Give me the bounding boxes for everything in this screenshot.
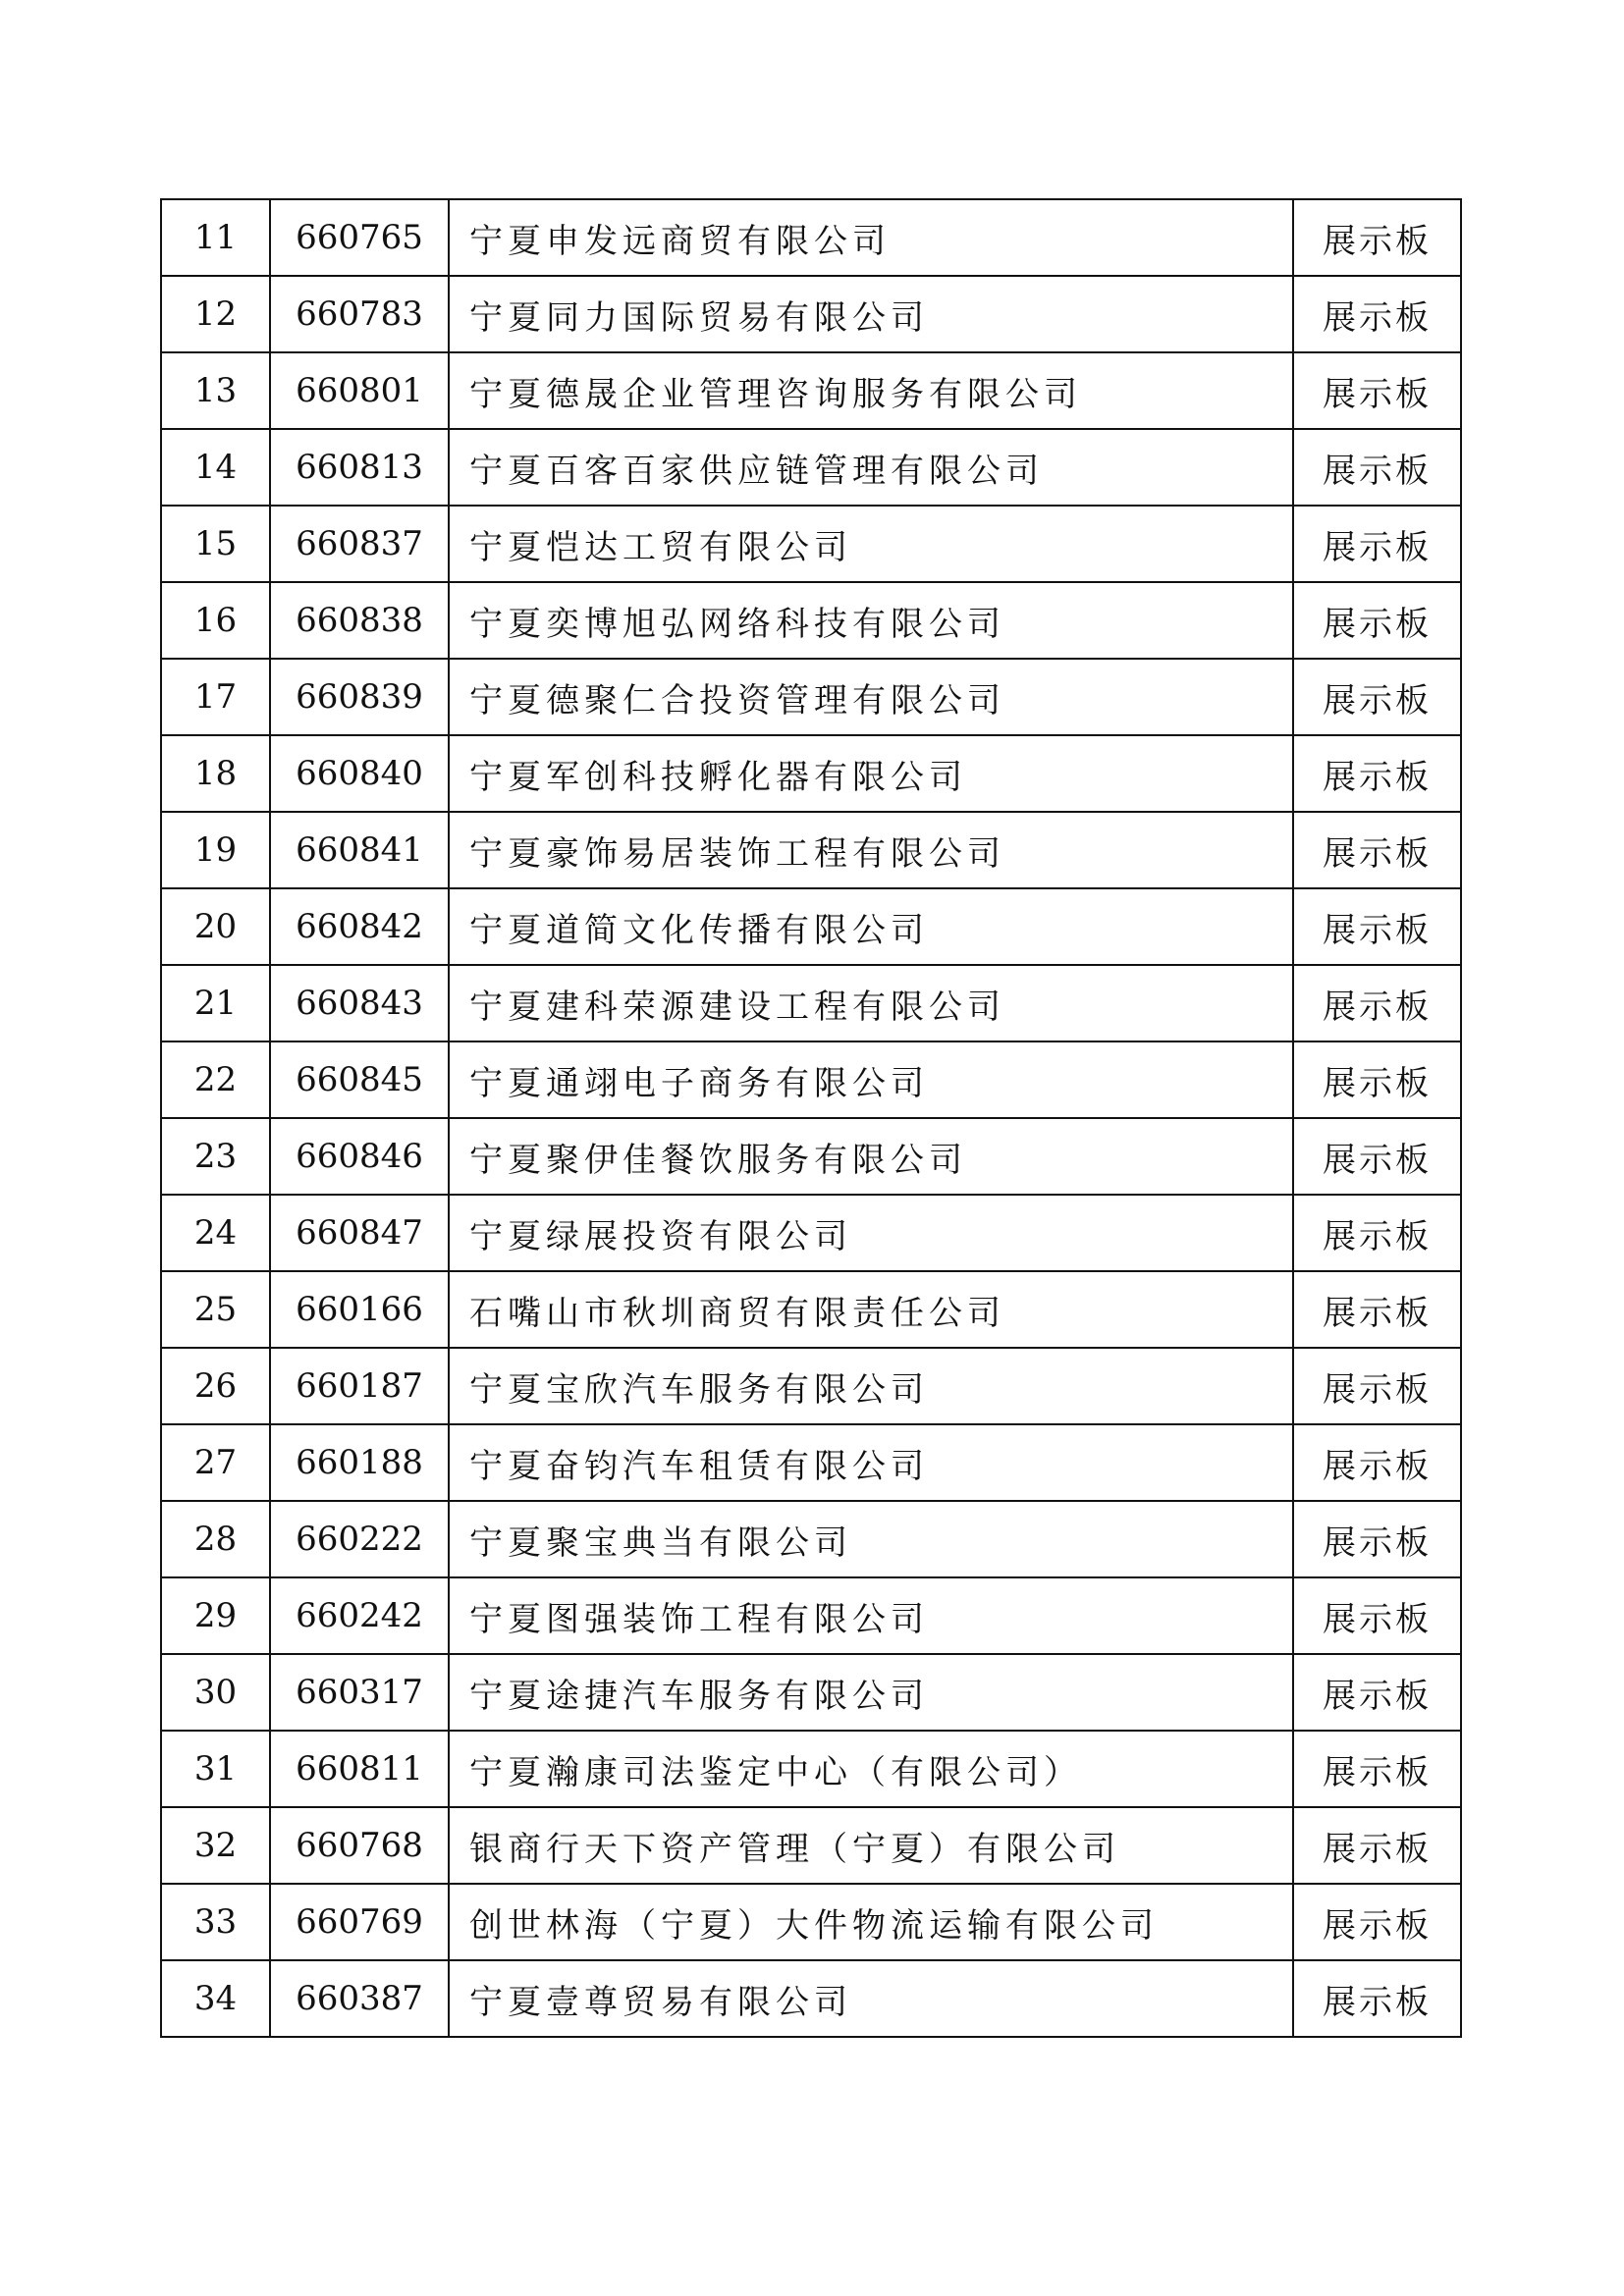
company-name: 宁夏百客百家供应链管理有限公司 — [449, 429, 1293, 506]
row-number: 14 — [161, 429, 270, 506]
item-type: 展示板 — [1293, 1348, 1461, 1424]
table-row — [161, 352, 1461, 429]
table-row — [161, 1424, 1461, 1501]
company-code: 660838 — [270, 582, 449, 659]
company-code: 660837 — [270, 506, 449, 582]
item-type: 展示板 — [1293, 582, 1461, 659]
table-row — [161, 1884, 1461, 1960]
table-row — [161, 888, 1461, 965]
item-type: 展示板 — [1293, 506, 1461, 582]
table-row — [161, 1577, 1461, 1654]
table-row — [161, 276, 1461, 352]
company-name: 宁夏德晟企业管理咨询服务有限公司 — [449, 352, 1293, 429]
table-row — [161, 1807, 1461, 1884]
row-number: 29 — [161, 1577, 270, 1654]
table-row — [161, 1654, 1461, 1731]
table-row — [161, 582, 1461, 659]
table-row — [161, 1195, 1461, 1271]
company-name: 宁夏瀚康司法鉴定中心（有限公司） — [449, 1731, 1293, 1807]
company-name: 宁夏宝欣汽车服务有限公司 — [449, 1348, 1293, 1424]
row-number: 24 — [161, 1195, 270, 1271]
company-code: 660166 — [270, 1271, 449, 1348]
company-code: 660769 — [270, 1884, 449, 1960]
company-code: 660801 — [270, 352, 449, 429]
item-type: 展示板 — [1293, 659, 1461, 735]
company-name: 宁夏通翊电子商务有限公司 — [449, 1041, 1293, 1118]
company-name: 石嘴山市秋圳商贸有限责任公司 — [449, 1271, 1293, 1348]
table-row — [161, 735, 1461, 812]
row-number: 12 — [161, 276, 270, 352]
item-type: 展示板 — [1293, 735, 1461, 812]
company-name: 宁夏图强装饰工程有限公司 — [449, 1577, 1293, 1654]
item-type: 展示板 — [1293, 888, 1461, 965]
company-name: 宁夏途捷汽车服务有限公司 — [449, 1654, 1293, 1731]
company-name: 宁夏恺达工贸有限公司 — [449, 506, 1293, 582]
row-number: 21 — [161, 965, 270, 1041]
company-name: 宁夏道简文化传播有限公司 — [449, 888, 1293, 965]
company-code: 660813 — [270, 429, 449, 506]
company-name: 宁夏奕博旭弘网络科技有限公司 — [449, 582, 1293, 659]
item-type: 展示板 — [1293, 1424, 1461, 1501]
company-code: 660387 — [270, 1960, 449, 2037]
row-number: 23 — [161, 1118, 270, 1195]
table-body — [161, 199, 1461, 2037]
row-number: 22 — [161, 1041, 270, 1118]
table-row — [161, 1501, 1461, 1577]
item-type: 展示板 — [1293, 1654, 1461, 1731]
item-type: 展示板 — [1293, 1271, 1461, 1348]
row-number: 33 — [161, 1884, 270, 1960]
row-number: 28 — [161, 1501, 270, 1577]
table-row — [161, 659, 1461, 735]
item-type: 展示板 — [1293, 965, 1461, 1041]
item-type: 展示板 — [1293, 1195, 1461, 1271]
company-code: 660847 — [270, 1195, 449, 1271]
table-row — [161, 1348, 1461, 1424]
row-number: 31 — [161, 1731, 270, 1807]
item-type: 展示板 — [1293, 812, 1461, 888]
table-row — [161, 1960, 1461, 2037]
item-type: 展示板 — [1293, 199, 1461, 276]
row-number: 27 — [161, 1424, 270, 1501]
item-type: 展示板 — [1293, 1501, 1461, 1577]
company-code: 660765 — [270, 199, 449, 276]
row-number: 32 — [161, 1807, 270, 1884]
company-name: 宁夏同力国际贸易有限公司 — [449, 276, 1293, 352]
row-number: 11 — [161, 199, 270, 276]
company-name: 宁夏聚宝典当有限公司 — [449, 1501, 1293, 1577]
table-row — [161, 506, 1461, 582]
company-name: 宁夏奋钧汽车租赁有限公司 — [449, 1424, 1293, 1501]
item-type: 展示板 — [1293, 1577, 1461, 1654]
row-number: 30 — [161, 1654, 270, 1731]
company-name: 银商行天下资产管理（宁夏）有限公司 — [449, 1807, 1293, 1884]
item-type: 展示板 — [1293, 1118, 1461, 1195]
company-code: 660839 — [270, 659, 449, 735]
company-name: 宁夏德聚仁合投资管理有限公司 — [449, 659, 1293, 735]
company-name: 宁夏聚伊佳餐饮服务有限公司 — [449, 1118, 1293, 1195]
company-code: 660846 — [270, 1118, 449, 1195]
table-row — [161, 1118, 1461, 1195]
company-name: 宁夏壹尊贸易有限公司 — [449, 1960, 1293, 2037]
company-code: 660841 — [270, 812, 449, 888]
company-name: 创世林海（宁夏）大件物流运输有限公司 — [449, 1884, 1293, 1960]
item-type: 展示板 — [1293, 276, 1461, 352]
table-row — [161, 1731, 1461, 1807]
company-code: 660845 — [270, 1041, 449, 1118]
item-type: 展示板 — [1293, 352, 1461, 429]
table-row — [161, 199, 1461, 276]
item-type: 展示板 — [1293, 1807, 1461, 1884]
row-number: 18 — [161, 735, 270, 812]
row-number: 34 — [161, 1960, 270, 2037]
item-type: 展示板 — [1293, 1884, 1461, 1960]
row-number: 13 — [161, 352, 270, 429]
company-code: 660811 — [270, 1731, 449, 1807]
company-code: 660840 — [270, 735, 449, 812]
company-code: 660842 — [270, 888, 449, 965]
table-row — [161, 812, 1461, 888]
row-number: 17 — [161, 659, 270, 735]
company-name: 宁夏绿展投资有限公司 — [449, 1195, 1293, 1271]
company-code: 660768 — [270, 1807, 449, 1884]
company-name: 宁夏申发远商贸有限公司 — [449, 199, 1293, 276]
row-number: 16 — [161, 582, 270, 659]
row-number: 26 — [161, 1348, 270, 1424]
company-code: 660317 — [270, 1654, 449, 1731]
company-code: 660843 — [270, 965, 449, 1041]
row-number: 25 — [161, 1271, 270, 1348]
company-name: 宁夏豪饰易居装饰工程有限公司 — [449, 812, 1293, 888]
item-type: 展示板 — [1293, 1731, 1461, 1807]
company-table — [160, 198, 1462, 2038]
company-name: 宁夏军创科技孵化器有限公司 — [449, 735, 1293, 812]
company-code: 660242 — [270, 1577, 449, 1654]
row-number: 20 — [161, 888, 270, 965]
row-number: 19 — [161, 812, 270, 888]
company-code: 660188 — [270, 1424, 449, 1501]
row-number: 15 — [161, 506, 270, 582]
item-type: 展示板 — [1293, 1041, 1461, 1118]
company-name: 宁夏建科荣源建设工程有限公司 — [449, 965, 1293, 1041]
company-code: 660783 — [270, 276, 449, 352]
item-type: 展示板 — [1293, 429, 1461, 506]
company-code: 660222 — [270, 1501, 449, 1577]
table-row — [161, 1271, 1461, 1348]
item-type: 展示板 — [1293, 1960, 1461, 2037]
table-row — [161, 1041, 1461, 1118]
table-row — [161, 965, 1461, 1041]
table-row — [161, 429, 1461, 506]
company-code: 660187 — [270, 1348, 449, 1424]
